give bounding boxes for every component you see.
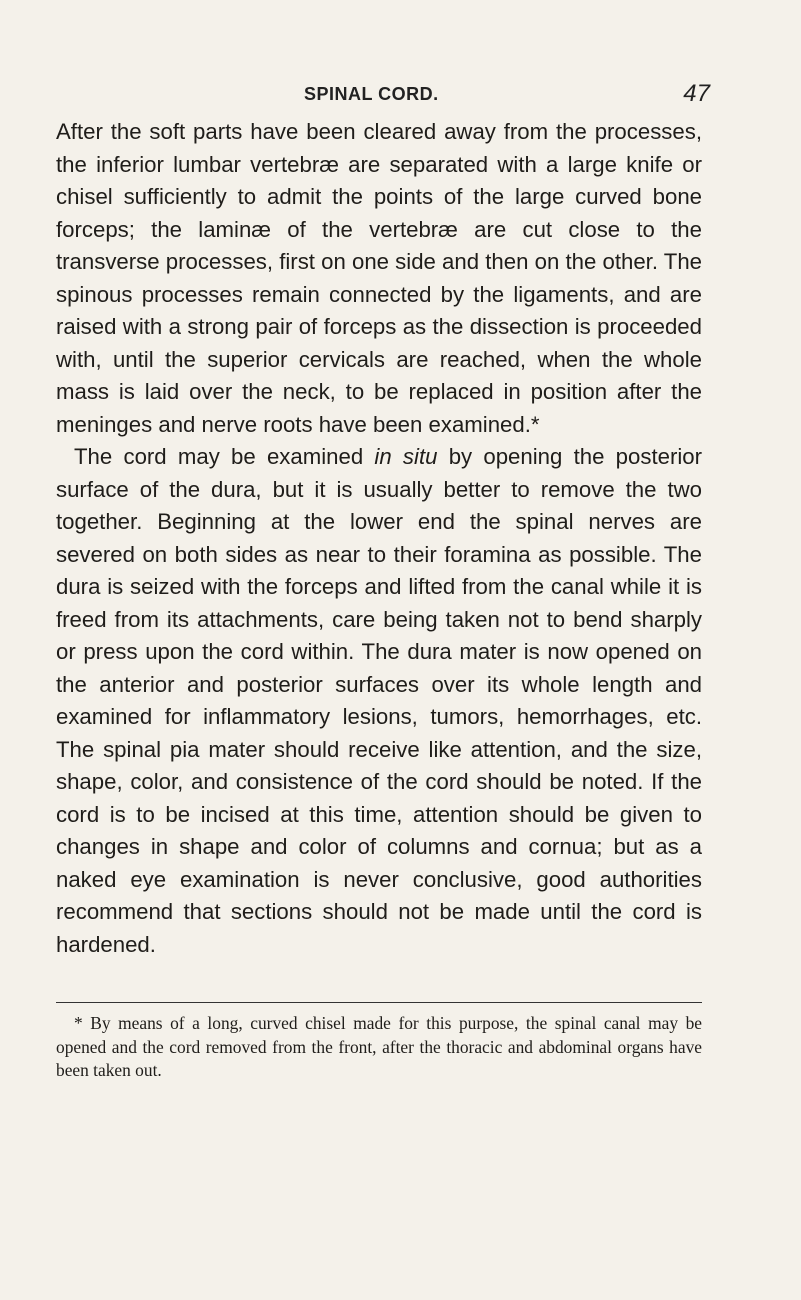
latin-term: in situ [374,444,438,469]
main-text [56,116,702,961]
running-title: SPINAL CORD. [304,84,439,104]
footnote: * By means of a long, curved chisel made for this purpose, the spinal canal may be opened and the cord removed from the front, after the thoracic and abdominal organs have been taken out. [56,1013,702,1080]
footnote-divider [56,1002,702,1003]
page-number: 47 [683,80,710,107]
paragraph-2-text-end: by opening the posterior surface of the dura, but it is usually better to remove the two together. Beginning at the lower end the spinal nerves are severed on both sides as near to their foramina as possible. The dura is seized with the forceps and lifted from the canal while it is freed from its attachments, care being taken not to bend sharply or press upon the cord within. The dura mater is now opened on the anterior and posterior surfaces over its whole length and examined for inflammatory lesions, tumors, hemorrhages, etc. The spinal pia mater should receive like attention, and the size, shape, color, and consistence of the cord should be noted. If the cord is to be incised at this time, attention should be given to changes in shape and color of columns and cornua; but as a naked eye examination is never conclusive, good authorities recommend that sections should not be made until the cord is hardened. [56,444,702,957]
paragraph-2 [56,441,702,961]
page-header [74,80,714,108]
paragraph-2-text-start: The cord may be examined [74,444,375,469]
paragraph-1: After the soft parts have been cleared away from the processes, the inferior lumbar vertebræ are separated with a large knife or chisel sufficiently to admit the points of the large curved bone forceps; the laminæ of the vertebræ are cut close to the transverse processes, first on one side and then on the other. The spinous processes remain connected by the ligaments, and are raised with a strong pair of forceps as the dissection is proceeded with, until the superior cervicals are reached, when the whole mass is laid over the neck, to be replaced in position after the meninges and nerve roots have been examined.* [56,119,702,437]
